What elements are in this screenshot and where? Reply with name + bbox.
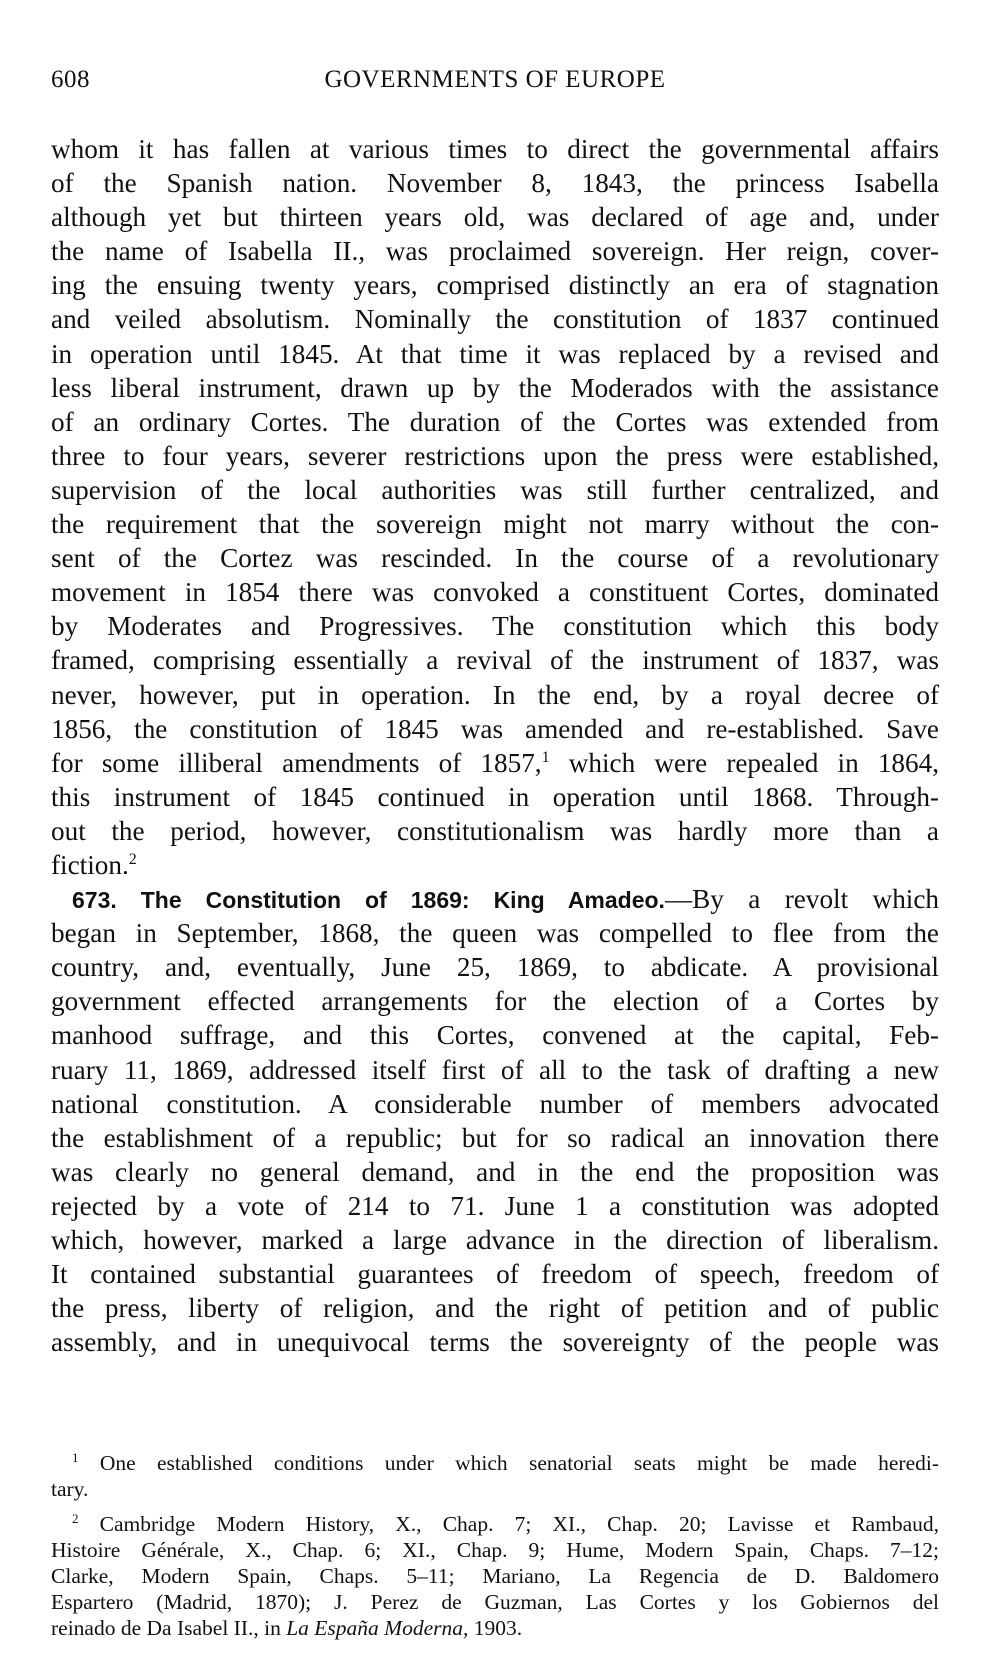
body-line: out the period, however, constitutionalism was hardly more than a xyxy=(51,815,939,846)
body-line: and veiled absolutism. Nominally the constitution of 1837 continued xyxy=(51,304,939,335)
footnote-mark: 2 xyxy=(72,1510,79,1526)
page-number: 608 xyxy=(51,66,90,93)
page-header xyxy=(51,66,939,100)
footnote-line: Espartero (Madrid, 1870); J. Perez de Guzman, Las Cortes y los Gobiernos del xyxy=(51,1590,939,1614)
footnote-1 xyxy=(51,1450,939,1502)
body-line: the name of Isabella II., was proclaimed sovereign. Her reign, cover- xyxy=(51,236,939,267)
footnote-2 xyxy=(51,1511,939,1641)
footnote-mark: 1 xyxy=(72,1449,79,1465)
body-line: never, however, put in operation. In the end, by a royal decree of xyxy=(51,679,939,710)
body-line: whom it has fallen at various times to direct the governmental affairs xyxy=(51,134,939,164)
body-text-span: which were repealed in 1864, xyxy=(549,747,939,778)
footnote-text: 1903. xyxy=(468,1616,523,1640)
body-line: movement in 1854 there was convoked a constituent Cortes, dominated xyxy=(51,577,939,608)
body-text-span: for some illiberal amendments of 1857, xyxy=(51,747,542,778)
body-line: It contained substantial guarantees of freedom of speech, freedom of xyxy=(51,1259,939,1290)
footnote-line xyxy=(51,1615,939,1641)
section-first-line xyxy=(51,882,939,916)
running-title: GOVERNMENTS OF EUROPE xyxy=(324,66,666,93)
footnote-line: Clarke, Modern Spain, Chaps. 5–11; Mariano, La Regencia de D. Baldomero xyxy=(51,1564,939,1588)
body-line: in operation until 1845. At that time it was replaced by a revised and xyxy=(51,338,939,369)
body-line: 1856, the constitution of 1845 was amended and re-established. Save xyxy=(51,713,939,744)
section-heading: 673. The Constitution of 1869: King Amadeo. xyxy=(72,887,665,914)
footnote-text: Cambridge Modern History, X., Chap. 7; XI., Chap. 20; Lavisse et Rambaud, xyxy=(78,1512,939,1536)
body-line: manhood suffrage, and this Cortes, convened at the capital, Feb- xyxy=(51,1020,939,1051)
body-line: government effected arrangements for the election of a Cortes by xyxy=(51,986,939,1017)
footnotes xyxy=(51,1450,939,1641)
body-line: which, however, marked a large advance in the direction of liberalism. xyxy=(51,1225,939,1255)
body-line-with-footnote-ref xyxy=(51,746,939,780)
body-text-span: —By a revolt which xyxy=(664,884,940,915)
body-line: of an ordinary Cortes. The duration of the Cortes was extended from xyxy=(51,406,939,437)
footnote-text: One established conditions under which senatorial seats might be made heredi- xyxy=(78,1451,939,1475)
body-line: the requirement that the sovereign might not marry without the con- xyxy=(51,509,939,540)
footnote-reference[interactable]: 2 xyxy=(128,850,137,868)
body-line: less liberal instrument, drawn up by the Moderados with the assistance xyxy=(51,372,939,403)
body-line: ruary 11, 1869, addressed itself first of all to the task of drafting a new xyxy=(51,1054,939,1085)
body-line: this instrument of 1845 continued in operation until 1868. Through- xyxy=(51,781,939,812)
body-line: country, and, eventually, June 25, 1869, to abdicate. A provisional xyxy=(51,952,939,983)
footnote-line: tary. xyxy=(51,1477,89,1501)
body-line: although yet but thirteen years old, was declared of age and, under xyxy=(51,202,939,233)
body-line: framed, comprising essentially a revival of the instrument of 1837, was xyxy=(51,645,939,676)
body-line: rejected by a vote of 214 to 71. June 1 a constitution was adopted xyxy=(51,1190,939,1221)
publication-title: La España Moderna, xyxy=(286,1616,469,1640)
body-line: began in September, 1868, the queen was compelled to flee from the xyxy=(51,918,939,949)
footnote-line: Histoire Générale, X., Chap. 6; XI., Chap. 9; Hume, Modern Spain, Chaps. 7–12; xyxy=(51,1538,939,1562)
footnote-text: reinado de Da Isabel II., in xyxy=(51,1616,287,1640)
body-line: supervision of the local authorities was still further centralized, and xyxy=(51,474,939,505)
body-text-span: fiction. xyxy=(51,849,129,880)
body-line: three to four years, severer restrictions upon the press were established, xyxy=(51,440,939,471)
body-line: of the Spanish nation. November 8, 1843, the princess Isabella xyxy=(51,168,939,199)
footnote-line xyxy=(51,1450,939,1476)
body-line: the establishment of a republic; but for so radical an innovation there xyxy=(51,1122,939,1153)
body-line: the press, liberty of religion, and the right of petition and of public xyxy=(51,1293,939,1324)
footnote-line xyxy=(51,1511,939,1537)
footnote-reference[interactable]: 1 xyxy=(541,748,550,766)
body-line: assembly, and in unequivocal terms the sovereignty of the people was xyxy=(51,1327,939,1358)
body-line: sent of the Cortez was rescinded. In the course of a revolutionary xyxy=(51,543,939,574)
body-line: national constitution. A considerable number of members advocated xyxy=(51,1088,939,1119)
body-line: by Moderates and Progressives. The constitution which this body xyxy=(51,611,939,642)
body-line-with-footnote-ref xyxy=(51,848,939,882)
body-line: was clearly no general demand, and in the end the proposition was xyxy=(51,1156,939,1187)
body-text xyxy=(51,132,939,1359)
body-line: ing the ensuing twenty years, comprised distinctly an era of stagnation xyxy=(51,270,939,301)
